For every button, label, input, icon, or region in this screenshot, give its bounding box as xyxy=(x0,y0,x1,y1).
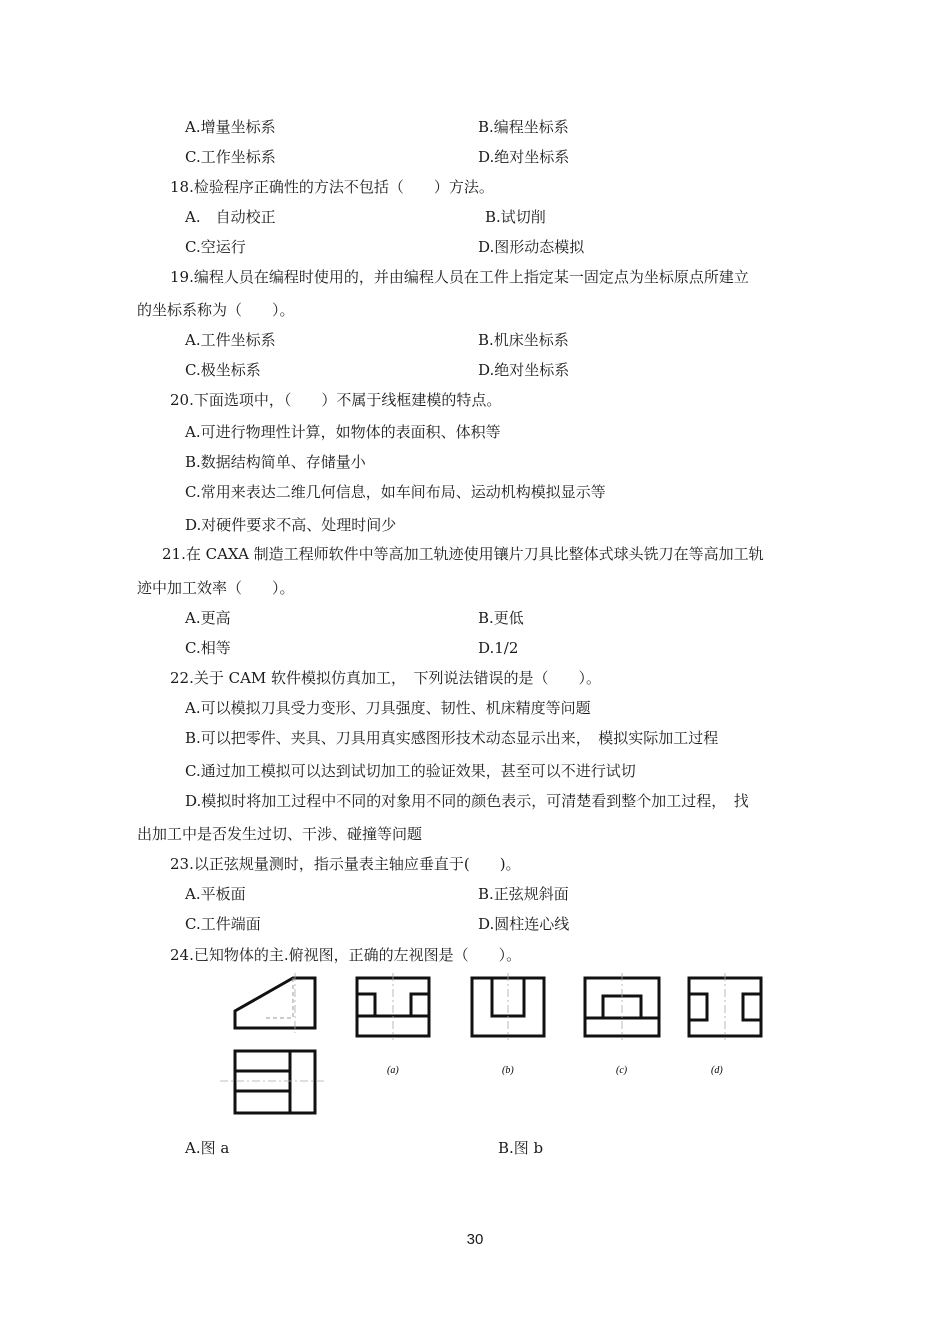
q23-option-d: D.圆柱连心线 xyxy=(478,915,570,933)
q19-option-c: C.极坐标系 xyxy=(185,361,261,379)
q22-option-b: B.可以把零件、夹具、刀具用真实感图形技术动态显示出来， 模拟实际加工过程 xyxy=(185,729,719,747)
q21-option-b: B.更低 xyxy=(478,609,524,627)
q23-stem: 23.以正弦规量测时，指示量表主轴应垂直于( )。 xyxy=(170,855,521,873)
q18-option-b: B.试切削 xyxy=(485,208,546,226)
q21-stem-line2: 迹中加工效率（ ）。 xyxy=(137,579,295,597)
q19-option-d: D.绝对坐标系 xyxy=(478,361,570,379)
q18-option-d: D.图形动态模拟 xyxy=(478,238,585,256)
q17-option-d: D.绝对坐标系 xyxy=(478,148,570,166)
caption-c: (c) xyxy=(616,1065,628,1076)
q18-option-c: C.空运行 xyxy=(185,238,246,256)
q20-stem: 20.下面选项中，（ ）不属于线框建模的特点。 xyxy=(170,391,502,409)
q18-stem: 18.检验程序正确性的方法不包括（ ）方法。 xyxy=(170,178,494,196)
q24-views-figure xyxy=(215,968,775,1118)
q20-option-c: C.常用来表达二维几何信息，如车间布局、运动机构模拟显示等 xyxy=(185,483,606,501)
q19-option-a: A.工件坐标系 xyxy=(185,331,276,349)
q22-option-a: A.可以模拟刀具受力变形、刀具强度、韧性、机床精度等问题 xyxy=(185,699,591,717)
view-option-d xyxy=(689,973,761,1040)
q21-option-c: C.相等 xyxy=(185,639,231,657)
view-option-a xyxy=(357,973,429,1040)
caption-a: (a) xyxy=(387,1065,399,1076)
q24-option-b: B.图 b xyxy=(498,1139,544,1157)
caption-d: (d) xyxy=(711,1065,723,1076)
q22-option-d-line1: D.模拟时将加工过程中不同的对象用不同的颜色表示，可清楚看到整个加工过程， 找 xyxy=(185,792,749,810)
q19-stem-line2: 的坐标系称为（ ）。 xyxy=(137,301,295,319)
q22-stem: 22.关于 CAM 软件模拟仿真加工， 下列说法错误的是（ ）。 xyxy=(170,669,602,687)
q17-option-a: A.增量坐标系 xyxy=(185,118,276,136)
top-view-drawing xyxy=(220,1051,327,1113)
q20-option-a: A.可进行物理性计算，如物体的表面积、体积等 xyxy=(185,423,501,441)
q19-option-b: B.机床坐标系 xyxy=(478,331,569,349)
view-option-b xyxy=(472,973,544,1040)
q23-option-c: C.工件端面 xyxy=(185,915,261,933)
q22-option-c: C.通过加工模拟可以达到试切加工的验证效果，甚至可以不进行试切 xyxy=(185,762,636,780)
q24-stem: 24.已知物体的主.俯视图，正确的左视图是（ ）。 xyxy=(170,946,522,964)
q21-option-a: A.更高 xyxy=(185,609,231,627)
q23-option-b: B.正弦规斜面 xyxy=(478,885,569,903)
q19-stem-line1: 19.编程人员在编程时使用的，并由编程人员在工件上指定某一固定点为坐标原点所建立 xyxy=(170,268,749,286)
q17-option-b: B.编程坐标系 xyxy=(478,118,569,136)
page-number: 30 xyxy=(466,1231,484,1248)
q22-option-d-line2: 出加工中是否发生过切、干涉、碰撞等问题 xyxy=(137,825,423,843)
q20-option-b: B.数据结构简单、存储量小 xyxy=(185,453,366,471)
q21-option-d: D.1/2 xyxy=(478,639,519,657)
view-option-c xyxy=(585,973,659,1040)
q20-option-d: D.对硬件要求不高、处理时间少 xyxy=(185,516,397,534)
q24-option-a: A.图 a xyxy=(185,1139,230,1157)
q18-option-a: A. 自动校正 xyxy=(185,208,276,226)
q17-option-c: C.工作坐标系 xyxy=(185,148,276,166)
front-view-drawing xyxy=(235,973,315,1033)
q23-option-a: A.平板面 xyxy=(185,885,246,903)
q21-stem-line1: 21.在 CAXA 制造工程师软件中等高加工轨迹使用镶片刀具比整体式球头铣刀在等高加工轨 xyxy=(162,545,764,563)
caption-b: (b) xyxy=(502,1065,514,1076)
